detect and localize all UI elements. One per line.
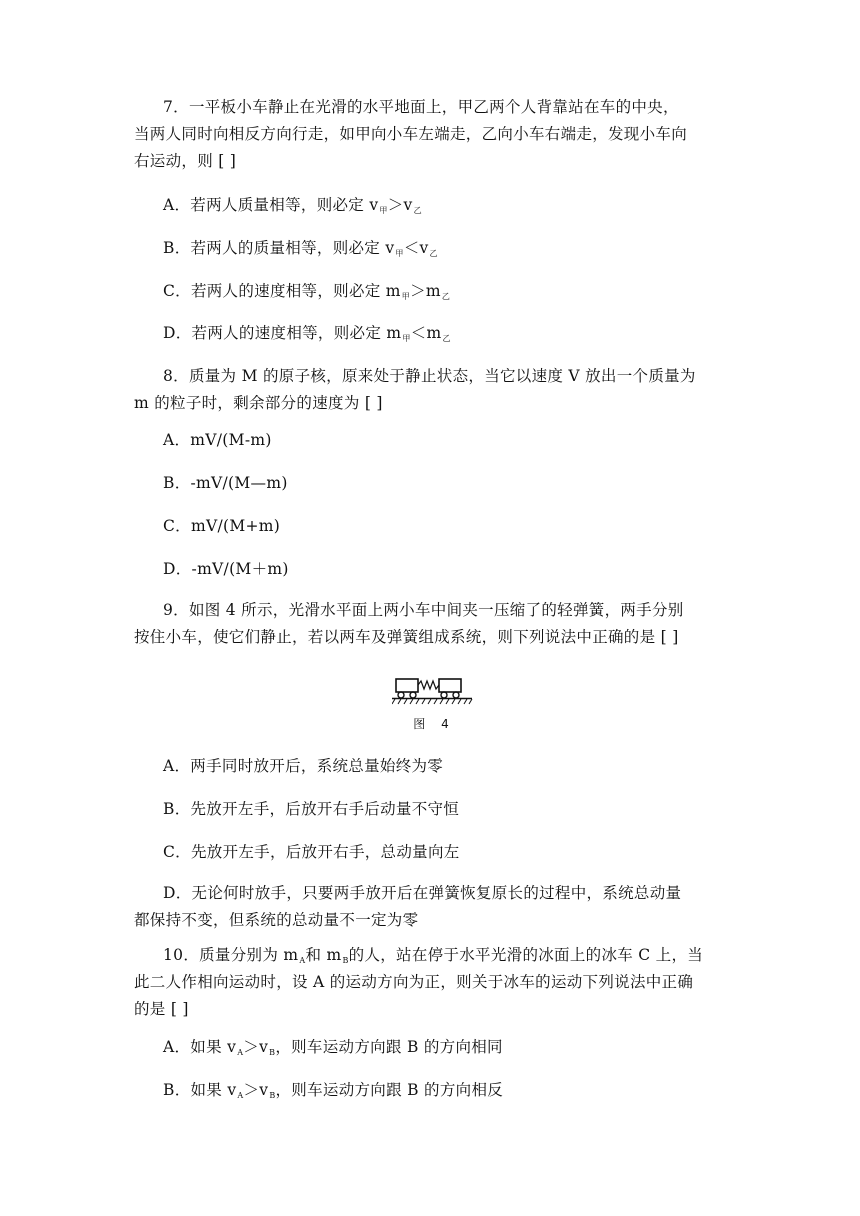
q7-option-a: A．若两人质量相等，则必定 $v_甲>v_乙$ — [163, 196, 422, 215]
q7-stem-line-3: 右运动，则 [ ] — [134, 152, 237, 170]
q9-stem-line-2: 按住小车，使它们静止，若以两车及弹簧组成系统，则下列说法中正确的是 [ ] — [134, 628, 679, 646]
q10-stem-line-2: 此二人作相向运动时，设 A 的运动方向为正，则关于冰车的运动下列说法中正确 — [134, 973, 694, 991]
q9-option-c: C．先放开左手，后放开右手，总动量向左 — [163, 843, 460, 861]
ground-hatching — [392, 699, 472, 704]
q9-option-b: B．先放开左手，后放开右手后动量不守恒 — [163, 800, 460, 818]
right-cart-body — [439, 679, 461, 692]
carts-spring-diagram — [392, 673, 476, 717]
q7-stem-line-1: 7．一平板小车静止在光滑的水平地面上，甲乙两个人背靠站在车的中央， — [163, 98, 679, 116]
q8-option-d: D．-mV/(M＋m) — [163, 560, 289, 578]
right-cart-wheel-2 — [453, 692, 459, 698]
q9-option-d-line-2: 都保持不变，但系统的总动量不一定为零 — [134, 911, 419, 929]
left-cart-wheel-2 — [410, 692, 416, 698]
q10-stem-line-1: 10．质量分别为 $m_A$和 $m_B$的人，站在停于水平光滑的冰面上的冰车 C 上，当 — [163, 946, 704, 965]
q7-option-b: B．若两人的质量相等，则必定 $v_甲<v_乙$ — [163, 239, 438, 258]
q10-stem-line-3: 的是 [ ] — [134, 1000, 189, 1018]
q8-option-c: C．mV/(M+m) — [163, 517, 281, 535]
q9-option-d-line-1: D．无论何时放手，只要两手放开后在弹簧恢复原长的过程中，系统总动量 — [163, 884, 682, 902]
q10-option-b: B．如果 $v_A>v_B$，则车运动方向跟 B 的方向相反 — [163, 1081, 504, 1100]
q9-option-a: A．两手同时放开后，系统总量始终为零 — [163, 757, 444, 775]
figure-caption: 图 4 — [413, 717, 455, 731]
compressed-spring — [418, 681, 439, 689]
q8-option-a: A．mV/(M-m) — [163, 431, 272, 449]
right-cart-wheel-1 — [441, 692, 447, 698]
q7-stem-line-2: 当两人同时向相反方向行走，如甲向小车左端走，乙向小车右端走，发现小车向 — [134, 125, 688, 143]
q10-option-a: A．如果 $v_A>v_B$，则车运动方向跟 B 的方向相同 — [163, 1038, 503, 1057]
left-cart-body — [396, 679, 418, 692]
q8-stem-line-1: 8．质量为 M 的原子核，原来处于静止状态，当它以速度 V 放出一个质量为 — [163, 367, 696, 385]
q7-option-c: C．若两人的速度相等，则必定 $m_甲>m_乙$ — [163, 282, 451, 301]
q8-option-b: B．-mV/(M—m) — [163, 474, 288, 492]
q8-stem-line-2: m 的粒子时，剩余部分的速度为 [ ] — [134, 394, 383, 412]
left-cart-wheel-1 — [398, 692, 404, 698]
figure-4 — [392, 673, 476, 731]
q9-stem-line-1: 9．如图 4 所示，光滑水平面上两小车中间夹一压缩了的轻弹簧，两手分别 — [163, 601, 684, 619]
q7-option-d: D．若两人的速度相等，则必定 $m_甲<m_乙$ — [163, 324, 451, 343]
